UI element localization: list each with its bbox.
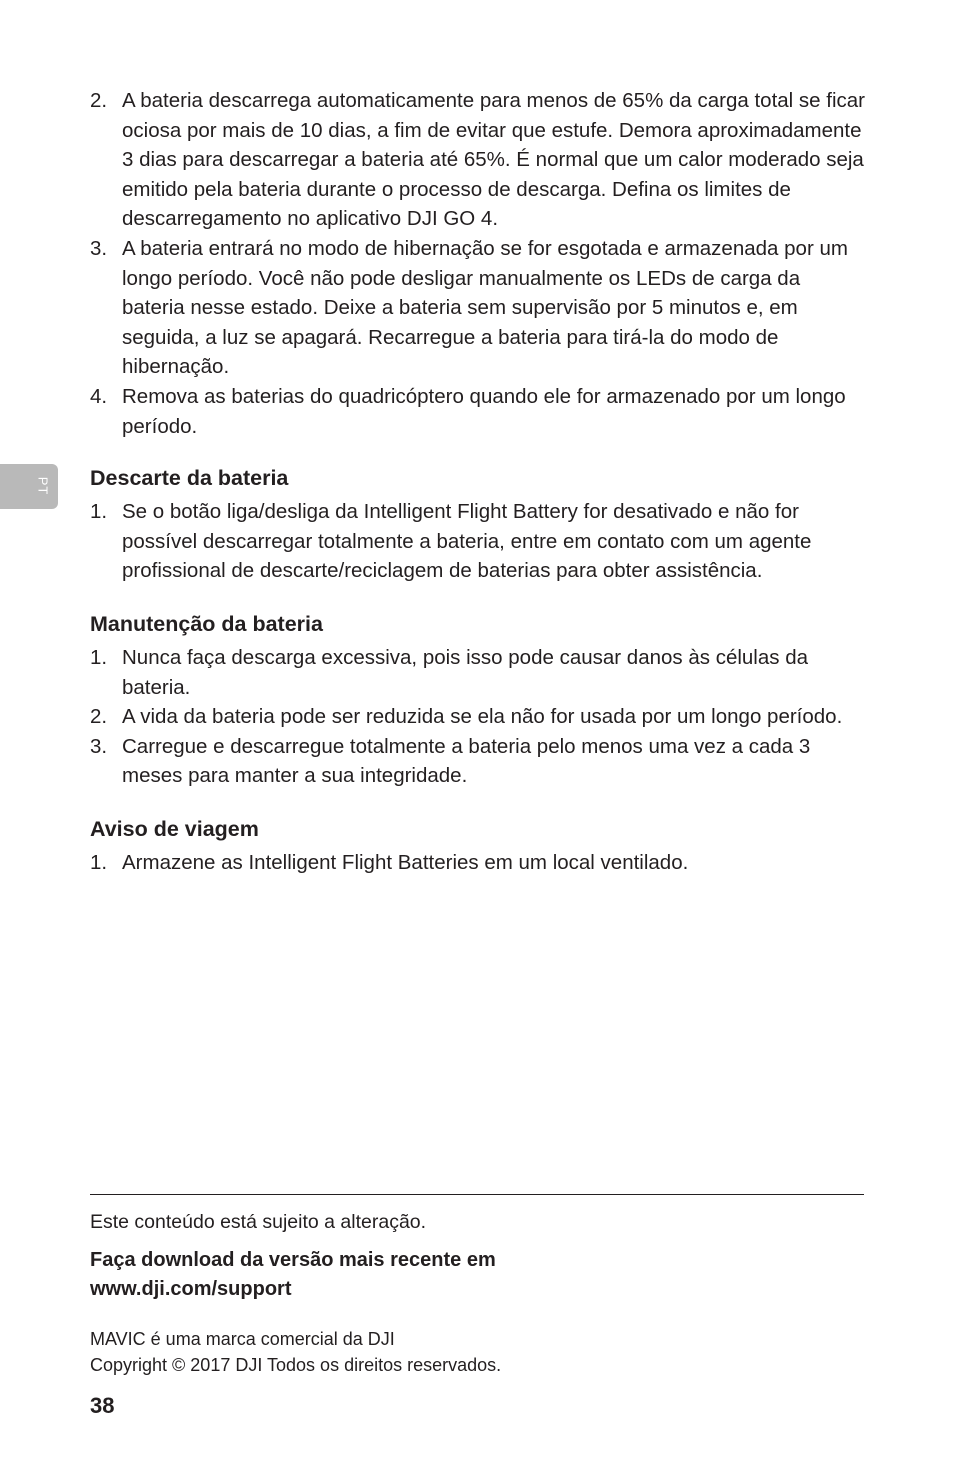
copyright-text: Copyright © 2017 DJI Todos os direitos reservados. [90,1355,502,1375]
footer-notice: Este conteúdo está sujeito a alteração. [90,1211,427,1233]
main-content [90,86,866,877]
list-item-number: 3. [90,236,108,260]
trademark-text: MAVIC é uma marca comercial da DJI [90,1329,395,1349]
list-item-text: A bateria descarrega automaticamente para menos de 65% da carga total se ficar ociosa por mais de 10 dias, a fim de evitar que estufe. Demora aproximadamente 3 dias para descarregar a bateria até 65%. É normal que um calor moderado seja emitido pela bateria durante o processo de descarga. Defina os limites de descarregamento no aplicativo DJI GO 4. [122,89,865,231]
list-item-number: 1. [90,645,108,669]
footer-divider [90,1194,864,1195]
list-item-number: 3. [90,734,108,758]
list-item [90,382,866,441]
list-item-text: Carregue e descarregue totalmente a bateria pelo menos uma vez a cada 3 meses para manter a sua integridade. [122,734,811,788]
support-link[interactable]: www.dji.com/support [90,1278,292,1300]
footer-download-text: Faça download da versão mais recente em [90,1249,496,1271]
section-title-viagem: Aviso de viagem [90,816,259,841]
language-tab [0,464,58,509]
footer [90,1208,866,1378]
descarte-list [90,497,866,586]
footer-legal [90,1326,866,1378]
list-item-text: Armazene as Intelligent Flight Batteries em um local ventilado. [122,850,689,874]
manutencao-list [90,643,866,791]
viagem-list [90,848,866,878]
list-item-number: 2. [90,89,108,112]
list-item-number: 2. [90,705,108,729]
list-item [90,848,866,878]
list-item-text: Nunca faça descarga excessiva, pois isso pode causar danos às células da bateria. [122,645,809,699]
list-item [90,732,866,791]
list-item-number: 4. [90,384,108,408]
list-item [90,234,866,382]
list-item [90,86,866,234]
section-title-manutencao: Manutenção da bateria [90,611,323,636]
list-item-text: Se o botão liga/desliga da Intelligent Flight Battery for desativado e não for possível descarregar totalmente a bateria, entre em contato com um agente profissional de descarte/reciclagem de baterias para obter assistência. [122,500,812,583]
list-item [90,497,866,586]
list-item-number: 1. [90,850,108,874]
list-item-text: A vida da bateria pode ser reduzida se ela não for usada por um longo período. [122,705,843,729]
section-title-descarte: Descarte da bateria [90,466,289,491]
continued-list [90,86,866,441]
language-tab-label: PT [35,476,51,496]
footer-download [90,1246,866,1304]
list-item-text: A bateria entrará no modo de hibernação se for esgotada e armazenada por um longo período. Você não pode desligar manualmente os LEDs de carga da bateria nesse estado. Deixe a bateria sem supervisão por 5 minutos e, em seguida, a luz se apagará. Recarregue a bateria para tirá-la do modo de hibernação. [122,236,848,379]
list-item-text: Remova as baterias do quadricóptero quando ele for armazenado por um longo período. [122,384,846,438]
list-item [90,643,866,702]
page-number: 38 [90,1393,115,1418]
list-item-number: 1. [90,500,108,524]
list-item [90,702,866,732]
